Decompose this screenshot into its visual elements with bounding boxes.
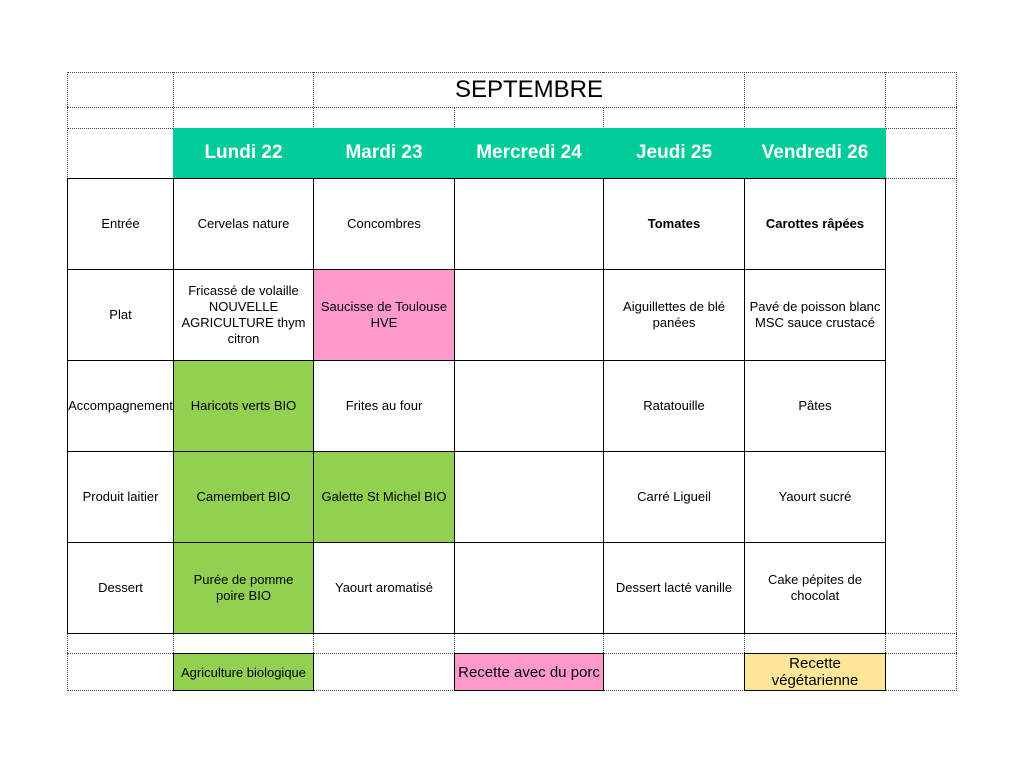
menu-cell: Ratatouille (603, 360, 745, 452)
menu-cell: Carré Ligueil (603, 451, 745, 543)
day-header-wednesday: Mercredi 24 (454, 128, 604, 178)
menu-cell (454, 542, 604, 634)
row-label-plat: Plat (67, 269, 174, 361)
menu-cell (454, 178, 604, 270)
day-header-tuesday: Mardi 23 (313, 128, 455, 178)
menu-cell: Frites au four (313, 360, 455, 452)
row-label-produit-laitier: Produit laitier (67, 451, 174, 543)
day-header-thursday: Jeudi 25 (603, 128, 745, 178)
menu-cell: Yaourt aromatisé (313, 542, 455, 634)
legend-bio: Agriculture biologique (173, 653, 314, 691)
menu-cell: Cervelas nature (173, 178, 314, 270)
legend-porc: Recette avec du porc (454, 653, 604, 691)
menu-cell: Yaourt sucré (744, 451, 886, 543)
menu-cell-porc: Saucisse de Toulouse HVE (313, 269, 455, 361)
menu-cell: Pâtes (744, 360, 886, 452)
grid-line (67, 107, 957, 108)
menu-cell: Fricassé de volaille NOUVELLE AGRICULTURE thym citron (173, 269, 314, 361)
menu-cell: Cake pépites de chocolat (744, 542, 886, 634)
legend-vegetarien: Recette végétarienne (744, 653, 886, 691)
menu-cell: Aiguillettes de blé panées (603, 269, 745, 361)
day-header-friday: Vendredi 26 (744, 128, 886, 178)
month-title: SEPTEMBRE (454, 73, 604, 107)
menu-cell-bio: Haricots verts BIO (173, 360, 314, 452)
menu-cell: Carottes râpées (744, 178, 886, 270)
menu-cell: Concombres (313, 178, 455, 270)
menu-cell: Tomates (603, 178, 745, 270)
day-header-monday: Lundi 22 (173, 128, 314, 178)
menu-cell: Pavé de poisson blanc MSC sauce crustacé (744, 269, 886, 361)
menu-cell (454, 451, 604, 543)
menu-cell (454, 360, 604, 452)
row-label-dessert: Dessert (67, 542, 174, 634)
menu-cell: Dessert lacté vanille (603, 542, 745, 634)
menu-cell-bio: Camembert BIO (173, 451, 314, 543)
menu-cell-bio: Galette St Michel BIO (313, 451, 455, 543)
row-label-entree: Entrée (67, 178, 174, 270)
grid-line (956, 72, 957, 691)
menu-cell (454, 269, 604, 361)
row-label-accompagnement: Accompagnement (67, 360, 174, 452)
menu-sheet (67, 72, 957, 691)
menu-cell-bio: Purée de pomme poire BIO (173, 542, 314, 634)
